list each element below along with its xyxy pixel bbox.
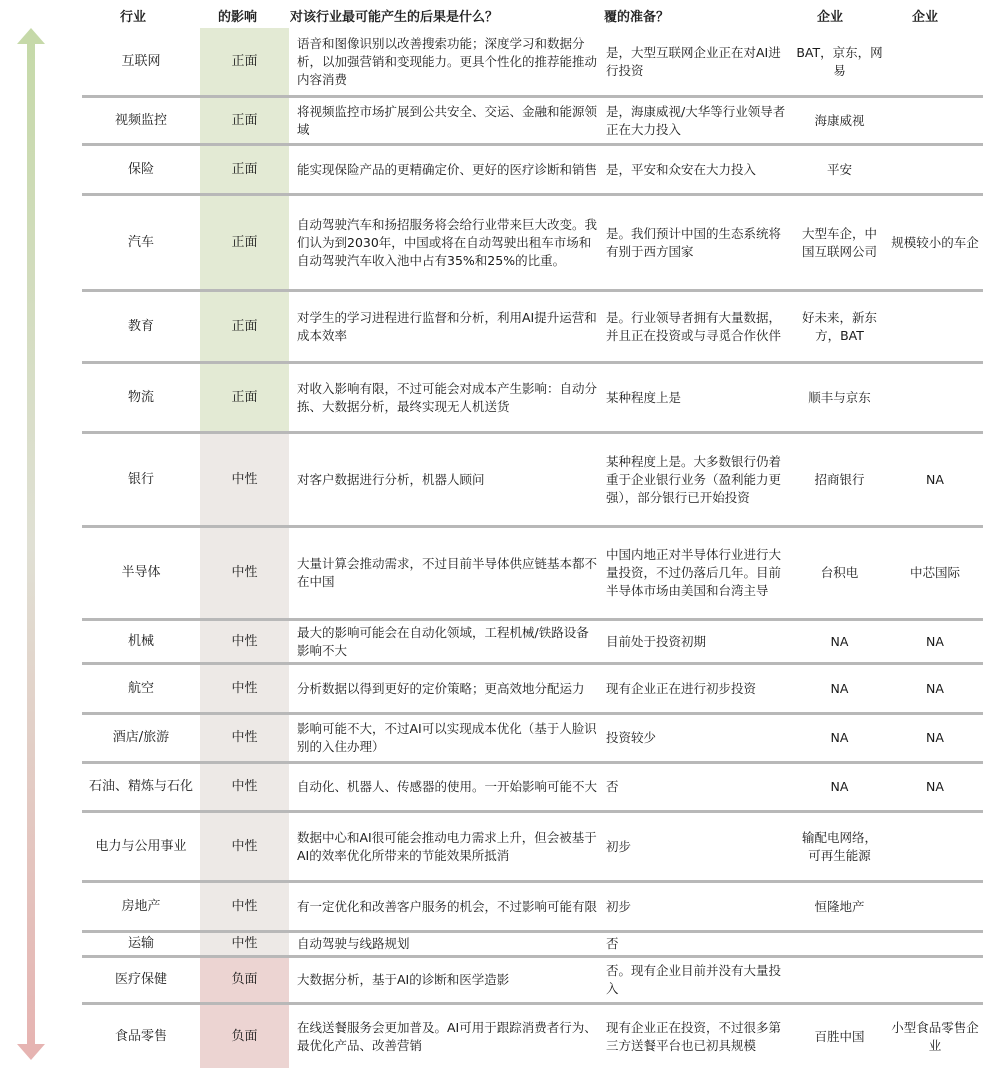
enterprise-2-cell: NA bbox=[926, 730, 944, 745]
table-row bbox=[82, 98, 983, 146]
industry-cell: 物流 bbox=[127, 389, 154, 405]
enterprise-1-cell bbox=[792, 958, 887, 1002]
consequence-cell: 大量计算会推动需求，不过目前半导体供应链基本都不在中国 bbox=[297, 556, 598, 589]
impact-cell: 正面 bbox=[200, 292, 289, 361]
enterprise-2-cell bbox=[887, 364, 983, 431]
enterprise-2-cell bbox=[887, 146, 983, 193]
table-row bbox=[82, 196, 983, 292]
preparation-cell: 某种程度上是 bbox=[606, 389, 682, 405]
impact-cell: 负面 bbox=[200, 958, 289, 1002]
consequence-cell: 对客户数据进行分析，机器人顾问 bbox=[297, 471, 485, 487]
impact-cell: 中性 bbox=[200, 883, 289, 930]
enterprise-2-cell: NA bbox=[926, 680, 944, 696]
enterprise-1-cell: 台积电 bbox=[820, 565, 859, 580]
industry-cell: 航空 bbox=[127, 680, 154, 696]
impact-cell: 中性 bbox=[200, 933, 289, 955]
enterprise-1-cell bbox=[792, 933, 887, 955]
industry-cell: 保险 bbox=[127, 161, 154, 177]
consequence-cell: 有一定优化和改善客户服务的机会，不过影响可能有限 bbox=[297, 898, 598, 914]
enterprise-2-cell bbox=[887, 958, 983, 1002]
table-row bbox=[82, 434, 983, 528]
preparation-cell: 否 bbox=[606, 779, 619, 794]
enterprise-2-cell: NA bbox=[926, 633, 944, 649]
enterprise-1-cell: 顺丰与京东 bbox=[808, 389, 871, 405]
table-row bbox=[82, 764, 983, 813]
table-row bbox=[82, 715, 983, 764]
preparation-cell: 初步 bbox=[606, 898, 632, 914]
industry-cell: 电力与公用事业 bbox=[95, 838, 187, 854]
enterprise-2-cell bbox=[887, 28, 983, 95]
enterprise-2-cell: 规模较小的车企 bbox=[891, 234, 979, 250]
preparation-cell: 是。我们预计中国的生态系统将有别于西方国家 bbox=[606, 225, 782, 259]
enterprise-1-cell: 好未来，新东方，BAT bbox=[801, 309, 877, 343]
impact-cell: 正面 bbox=[200, 28, 289, 95]
industry-cell: 食品零售 bbox=[114, 1028, 167, 1044]
table-header bbox=[0, 0, 983, 28]
preparation-cell: 投资较少 bbox=[606, 730, 657, 745]
industry-cell: 银行 bbox=[127, 471, 154, 487]
enterprise-2-cell bbox=[887, 292, 983, 361]
header-consequence: 对该行业最可能产生的后果是什么？ bbox=[290, 10, 499, 25]
enterprise-1-cell: NA bbox=[830, 779, 849, 794]
industry-cell: 酒店/旅游 bbox=[112, 730, 170, 745]
industry-cell: 医疗保健 bbox=[114, 972, 167, 987]
enterprise-1-cell: 百胜中国 bbox=[814, 1028, 865, 1044]
industry-cell: 互联网 bbox=[121, 53, 161, 69]
impact-cell: 中性 bbox=[200, 715, 289, 761]
consequence-cell: 大数据分析，基于AI的诊断和医学造影 bbox=[297, 972, 510, 987]
consequence-cell: 将视频监控市场扩展到公共安全、交运、金融和能源领域 bbox=[297, 103, 598, 137]
preparation-cell: 否 bbox=[606, 936, 619, 951]
table-row bbox=[82, 883, 983, 933]
table-row bbox=[82, 813, 983, 883]
impact-cell: 中性 bbox=[200, 764, 289, 810]
impact-cell: 负面 bbox=[200, 1005, 289, 1068]
header-enterprise-1: 企业 bbox=[817, 10, 844, 25]
impact-cell: 中性 bbox=[200, 813, 289, 880]
impact-cell: 正面 bbox=[200, 364, 289, 431]
consequence-cell: 能实现保险产品的更精确定价、更好的医疗诊断和销售 bbox=[297, 161, 598, 177]
industry-cell: 运输 bbox=[127, 936, 154, 951]
industry-cell: 半导体 bbox=[121, 565, 161, 580]
enterprise-2-cell: 中芯国际 bbox=[909, 565, 960, 580]
enterprise-1-cell: 大型车企，中国互联网公司 bbox=[801, 225, 877, 259]
preparation-cell: 某种程度上是。大多数银行仍着重于企业银行业务（盈利能力更强），部分银行已开始投资 bbox=[606, 453, 782, 505]
impact-cell: 中性 bbox=[200, 434, 289, 525]
preparation-cell: 现有企业正在投资，不过很多第三方送餐平台也已初具规模 bbox=[606, 1019, 782, 1053]
enterprise-1-cell: NA bbox=[830, 680, 849, 696]
enterprise-1-cell: 输配电网络，可再生能源 bbox=[801, 829, 877, 863]
impact-cell: 正面 bbox=[200, 146, 289, 193]
enterprise-2-cell: NA bbox=[926, 471, 944, 487]
header-preparation: 覆的准备？ bbox=[604, 10, 670, 25]
industry-cell: 汽车 bbox=[127, 234, 154, 250]
consequence-cell: 最大的影响可能会在自动化领域，工程机械/铁路设备影响不大 bbox=[297, 624, 589, 658]
table-row bbox=[82, 621, 983, 665]
industry-cell: 教育 bbox=[127, 318, 154, 334]
table-row bbox=[82, 665, 983, 715]
impact-cell: 正面 bbox=[200, 196, 289, 289]
preparation-cell: 是，海康威视/大华等行业领导者正在大力投入 bbox=[606, 103, 786, 137]
impact-cell: 正面 bbox=[200, 98, 289, 143]
preparation-cell: 初步 bbox=[606, 838, 632, 854]
enterprise-1-cell: 恒隆地产 bbox=[814, 898, 865, 914]
preparation-cell: 是，大型互联网企业正在对AI进行投资 bbox=[606, 44, 781, 78]
enterprise-1-cell: NA bbox=[830, 633, 849, 649]
header-impact: 的影响 bbox=[218, 10, 258, 25]
table-row bbox=[82, 1005, 983, 1068]
consequence-cell: 在线送餐服务会更加普及。AI可用于跟踪消费者行为、最优化产品、改善营销 bbox=[297, 1019, 597, 1053]
enterprise-1-cell: 海康威视 bbox=[814, 112, 865, 128]
enterprise-1-cell: BAT，京东，网易 bbox=[796, 44, 883, 78]
industry-cell: 石油、精炼与石化 bbox=[88, 779, 193, 794]
enterprise-1-cell: 平安 bbox=[826, 161, 852, 177]
impact-cell: 中性 bbox=[200, 528, 289, 618]
preparation-cell: 否。现有企业目前并没有大量投入 bbox=[606, 963, 782, 996]
industry-cell: 房地产 bbox=[121, 898, 161, 914]
consequence-cell: 自动化、机器人、传感器的使用。一开始影响可能不大 bbox=[297, 779, 598, 794]
consequence-cell: 自动驾驶与线路规划 bbox=[297, 936, 410, 951]
consequence-cell: 对收入影响有限，不过可能会对成本产生影响：自动分拣、大数据分析，最终实现无人机送货 bbox=[297, 380, 598, 414]
table-row bbox=[82, 146, 983, 196]
preparation-cell: 是，平安和众安在大力投入 bbox=[606, 161, 757, 177]
industry-cell: 机械 bbox=[127, 633, 154, 649]
preparation-cell: 现有企业正在进行初步投资 bbox=[606, 680, 757, 696]
consequence-cell: 数据中心和AI很可能会推动电力需求上升，但会被基于AI的效率优化所带来的节能效果所抵消 bbox=[297, 829, 597, 863]
preparation-cell: 中国内地正对半导体行业进行大量投资，不过仍落后几年。目前半导体市场由美国和台湾主导 bbox=[606, 547, 782, 598]
preparation-cell: 目前处于投资初期 bbox=[606, 633, 707, 649]
consequence-cell: 自动驾驶汽车和扬招服务将会给行业带来巨大改变。我们认为到2030年，中国或将在自动驾驶出租车市场和自动驾驶汽车收入池中占有35%和25%的比重。 bbox=[297, 216, 598, 268]
table-row bbox=[82, 292, 983, 364]
table-row bbox=[82, 28, 983, 98]
enterprise-2-cell bbox=[887, 813, 983, 880]
enterprise-2-cell bbox=[887, 933, 983, 955]
header-industry: 行业 bbox=[120, 10, 147, 25]
table-row bbox=[82, 958, 983, 1005]
table-row bbox=[82, 528, 983, 621]
enterprise-2-cell: 小型食品零售企业 bbox=[891, 1019, 979, 1053]
preparation-cell: 是。行业领导者拥有大量数据，并且正在投资或与寻觅合作伙伴 bbox=[606, 309, 782, 343]
header-enterprise-2: 企业 bbox=[912, 10, 939, 25]
consequence-cell: 语音和图像识别以改善搜索功能；深度学习和数据分析，以加强营销和变现能力。更具个性化的推荐能推动内容消费 bbox=[297, 35, 598, 87]
enterprise-2-cell bbox=[887, 98, 983, 143]
enterprise-2-cell: NA bbox=[926, 779, 944, 794]
consequence-cell: 影响可能不大，不过AI可以实现成本优化（基于人脸识别的入住办理） bbox=[297, 721, 597, 754]
enterprise-1-cell: 招商银行 bbox=[814, 471, 865, 487]
industry-cell: 视频监控 bbox=[114, 112, 167, 128]
industry-impact-table bbox=[82, 28, 983, 1068]
impact-gradient-arrow bbox=[17, 28, 45, 1060]
table-row bbox=[82, 364, 983, 434]
enterprise-1-cell: NA bbox=[830, 730, 849, 745]
consequence-cell: 对学生的学习进程进行监督和分析，利用AI提升运营和成本效率 bbox=[297, 309, 597, 343]
impact-cell: 中性 bbox=[200, 621, 289, 662]
table-row bbox=[82, 933, 983, 958]
consequence-cell: 分析数据以得到更好的定价策略；更高效地分配运力 bbox=[297, 680, 585, 696]
impact-cell: 中性 bbox=[200, 665, 289, 712]
enterprise-2-cell bbox=[887, 883, 983, 930]
